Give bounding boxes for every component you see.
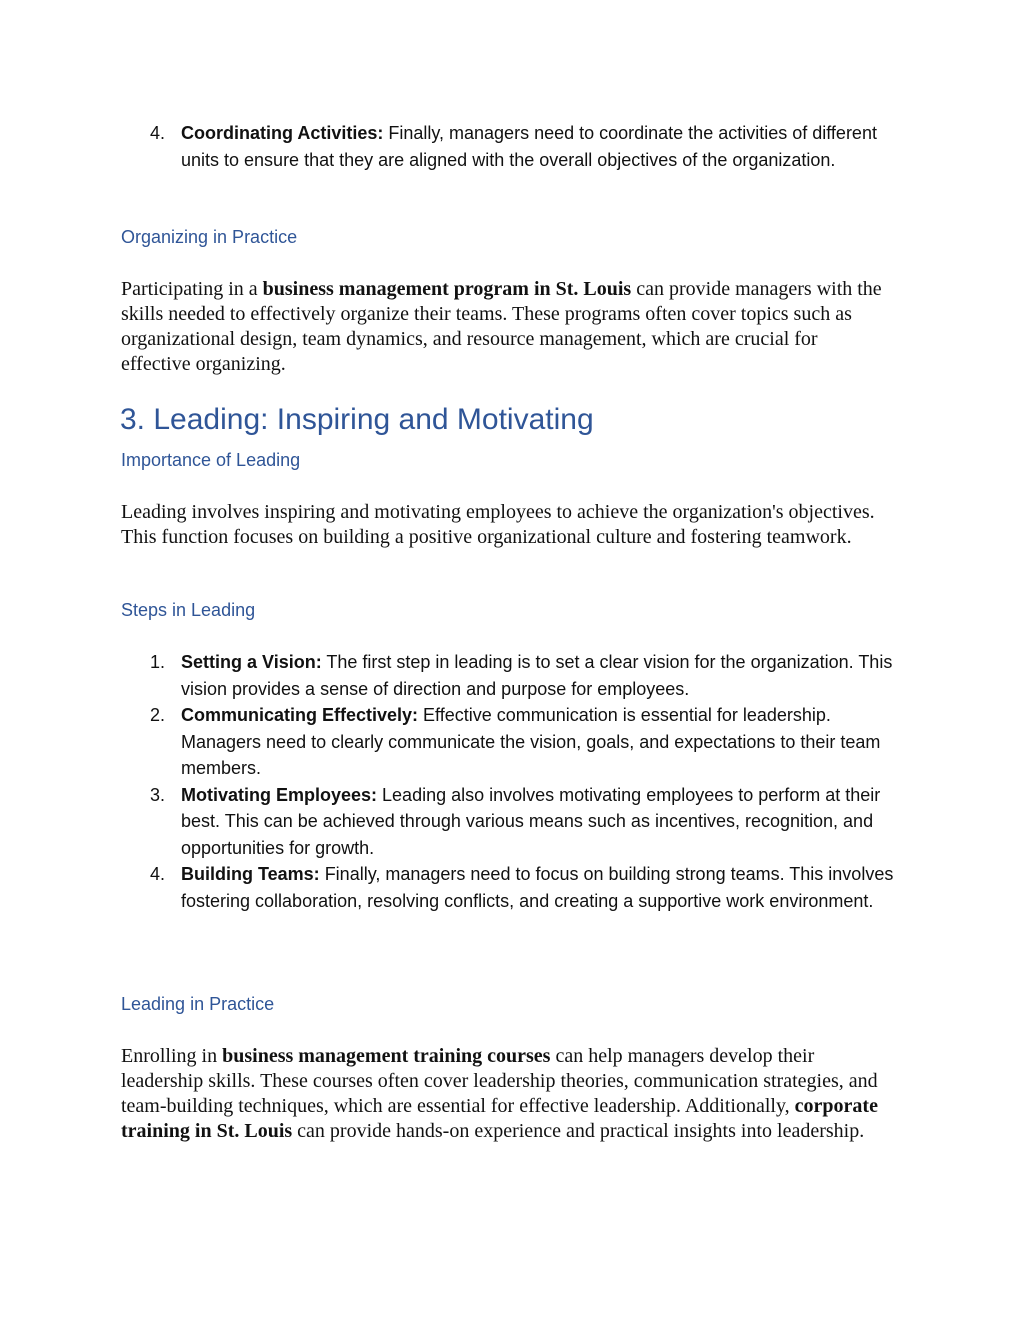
- list-item: [121, 649, 901, 702]
- list-item-number: 3.: [150, 784, 166, 805]
- list-item-text: Effective communication is essential for leadership. Managers need to clearly communicate the vision, goals, and expectations to their team members.: [181, 705, 881, 778]
- steps-in-leading-heading: Steps in Leading: [121, 600, 256, 620]
- leading-section-heading: 3. Leading: Inspiring and Motivating: [120, 403, 594, 436]
- list-item-text: Leading also involves motivating employees to perform at their best. This can be achieved through various means such as incentives, recognition, and opportunities for growth.: [181, 784, 881, 858]
- leading-in-practice-heading: Leading in Practice: [121, 994, 275, 1014]
- organizing-practice-heading: Organizing in Practice: [121, 227, 298, 247]
- list-item-title: Communicating Effectively:: [181, 705, 419, 725]
- list-item: [121, 702, 901, 782]
- list-item-title: Motivating Employees:: [181, 784, 378, 805]
- list-item-text: Finally, managers need to coordinate the activities of different units to ensure that they are aligned with the overall objectives of the organization.: [181, 123, 877, 170]
- paragraph-text: can provide managers with the skills needed to effectively organize their teams. These programs often cover topics such as organizational design, team dynamics, and resource management, which are crucial for effective organizing.: [121, 278, 882, 375]
- list-item-number: 1.: [150, 652, 166, 672]
- list-item-title: Setting a Vision:: [181, 652, 322, 672]
- list-item-number: 4.: [150, 123, 166, 143]
- list-item-title: Coordinating Activities:: [181, 123, 384, 143]
- list-item-text: The first step in leading is to set a clear vision for the organization. This vision provides a sense of direction and purpose for employees.: [181, 652, 893, 699]
- list-item: [121, 120, 901, 173]
- list-item-number: 4.: [150, 864, 166, 884]
- coordinating-list: [121, 120, 901, 173]
- paragraph-bold-text: business management training courses: [222, 1045, 551, 1067]
- paragraph-text: can provide hands-on experience and practical insights into leadership.: [292, 1120, 865, 1142]
- paragraph-text: can help managers develop their leadership skills. These courses often cover leadership theories, communication strategies, and team-building techniques, which are essential for effective leadership. Additionally,: [121, 1045, 878, 1117]
- list-item: [121, 861, 901, 914]
- paragraph-bold-text: corporate training in St. Louis: [121, 1095, 878, 1142]
- list-item-text: Finally, managers need to focus on building strong teams. This involves fostering collaboration, resolving conflicts, and creating a supportive work environment.: [181, 864, 894, 911]
- organizing-practice-paragraph: [121, 277, 891, 377]
- steps-in-leading-list: [121, 649, 901, 914]
- list-item-title: Building Teams:: [181, 864, 320, 884]
- paragraph-text: Participating in a: [121, 278, 263, 300]
- importance-of-leading-heading: Importance of Leading: [121, 450, 301, 470]
- paragraph-text: Enrolling in: [121, 1045, 223, 1067]
- list-item-number: 2.: [150, 705, 166, 725]
- leading-in-practice-paragraph: [121, 1044, 891, 1144]
- paragraph-bold-text: business management program in St. Louis: [262, 278, 632, 300]
- importance-of-leading-paragraph: Leading involves inspiring and motivating employees to achieve the organization's objectives. This function focuses on building a positive organizational culture and fostering teamwork.: [121, 501, 875, 548]
- list-item: [121, 782, 901, 862]
